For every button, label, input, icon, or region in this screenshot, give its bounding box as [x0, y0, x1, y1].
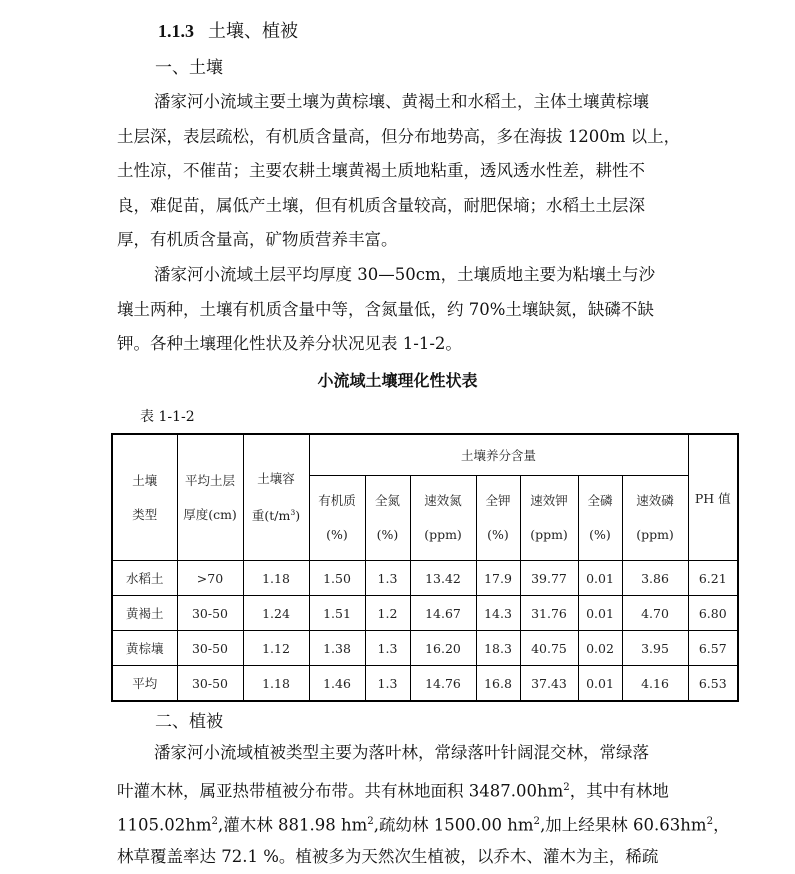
text-span: 全氮 — [366, 484, 410, 518]
text-line: 林草覆盖率达 72.1 %。植被多为天然次生植被，以乔木、灌木为主，稀疏 — [117, 840, 687, 874]
header-ph: PH 值 — [688, 434, 738, 561]
text-line: 厚，有机质含量高，矿物质营养丰富。 — [117, 223, 687, 258]
soil-paragraph-1 — [117, 85, 687, 258]
text-line: 潘家河小流域主要土壤为黄棕壤、黄褐土和水稻土，主体土壤黄棕壤 — [117, 85, 687, 120]
table-cell: 0.01 — [578, 596, 622, 631]
table-row — [112, 596, 738, 631]
text-line: 潘家河小流域植被类型主要为落叶林，常绿落叶针阔混交林，常绿落 — [117, 736, 687, 771]
table-cell: 39.77 — [520, 561, 578, 596]
table-cell: 18.3 — [476, 631, 520, 666]
text-line: 土性凉，不催苗；主要农耕土壤黄褐土质地粘重，透风透水性差，耕性不 — [117, 154, 687, 189]
header-available-nitrogen — [410, 476, 476, 561]
section-title: 土壤、植被 — [208, 21, 298, 42]
table-cell: 4.16 — [622, 666, 688, 702]
header-total-potassium — [476, 476, 520, 561]
text-span: (%) — [477, 518, 520, 552]
soil-paragraph-2 — [117, 258, 687, 362]
text-span: ) — [295, 508, 300, 523]
table-cell: 4.70 — [622, 596, 688, 631]
table-cell: 1.50 — [309, 561, 365, 596]
text-span: 全钾 — [477, 484, 520, 518]
text-span: ,疏幼林 1500.00 hm — [374, 816, 534, 835]
header-total-phosphorus — [578, 476, 622, 561]
text-span: (%) — [366, 518, 410, 552]
text-span: ， — [713, 816, 730, 835]
text-span: (%) — [579, 518, 622, 552]
table-cell: 6.80 — [688, 596, 738, 631]
superscript: 2 — [563, 782, 570, 793]
table-cell: 0.01 — [578, 561, 622, 596]
text-line: 潘家河小流域土层平均厚度 30—50cm，土壤质地主要为粘壤土与沙 — [117, 258, 687, 293]
table-cell: 14.67 — [410, 596, 476, 631]
table-cell: 1.2 — [365, 596, 410, 631]
table-cell: 40.75 — [520, 631, 578, 666]
superscript: 2 — [367, 816, 374, 827]
text-line: 壤土两种，土壤有机质含量中等，含氮量低，约 70%土壤缺氮，缺磷不缺 — [117, 293, 687, 328]
superscript: 3 — [290, 508, 295, 517]
text-span: (%) — [310, 518, 365, 552]
table-cell: 1.51 — [309, 596, 365, 631]
header-bulk-density — [243, 434, 309, 561]
table-cell: 黄褐土 — [112, 596, 177, 631]
table-cell: 1.24 — [243, 596, 309, 631]
text-line — [117, 805, 687, 840]
table-cell: 6.57 — [688, 631, 738, 666]
text-span: ，其中有林地 — [570, 781, 669, 800]
text-span: ,灌木林 881.98 hm — [218, 816, 367, 835]
table-cell: 水稻土 — [112, 561, 177, 596]
header-nutrient-group: 土壤养分含量 — [309, 434, 688, 476]
table-title: 小流域土壤理化性状表 — [0, 369, 795, 393]
table-cell: 30-50 — [177, 631, 243, 666]
header-organic-matter — [309, 476, 365, 561]
table-cell: 1.3 — [365, 561, 410, 596]
table-cell: 3.95 — [622, 631, 688, 666]
text-line — [117, 771, 687, 806]
table-cell: 30-50 — [177, 596, 243, 631]
table-cell: >70 — [177, 561, 243, 596]
table-number: 表 1-1-2 — [140, 407, 195, 427]
superscript: 2 — [212, 816, 219, 827]
text-line: 良，难促苗，属低产土壤，但有机质含量较高，耐肥保墒；水稻土土层深 — [117, 189, 687, 224]
header-avg-depth — [177, 434, 243, 561]
text-span: 速效钾 — [521, 484, 578, 518]
table-cell: 30-50 — [177, 666, 243, 702]
table-cell: 31.76 — [520, 596, 578, 631]
header-total-nitrogen — [365, 476, 410, 561]
text-span: 厚度(cm) — [178, 498, 243, 532]
text-span: 有机质 — [310, 484, 365, 518]
table-cell: 16.20 — [410, 631, 476, 666]
table-cell: 1.3 — [365, 631, 410, 666]
table-cell: 37.43 — [520, 666, 578, 702]
table-cell: 黄棕壤 — [112, 631, 177, 666]
text-span: (ppm) — [411, 518, 476, 552]
soil-properties-table — [111, 433, 739, 702]
header-available-phosphorus — [622, 476, 688, 561]
text-span: 1105.02hm — [117, 816, 212, 835]
table-cell: 1.38 — [309, 631, 365, 666]
text-span: 类型 — [113, 498, 177, 532]
text-span: 叶灌木林，属亚热带植被分布带。共有林地面积 3487.00hm — [117, 781, 563, 800]
table-cell: 6.53 — [688, 666, 738, 702]
vegetation-heading: 二、植被 — [155, 709, 223, 735]
section-number: 1.1.3 — [158, 21, 194, 41]
superscript: 2 — [534, 816, 541, 827]
table-cell: 平均 — [112, 666, 177, 702]
table-cell: 14.76 — [410, 666, 476, 702]
table-cell: 1.3 — [365, 666, 410, 702]
table-cell: 17.9 — [476, 561, 520, 596]
text-span: ,加上经果林 60.63hm — [540, 816, 707, 835]
text-span: 速效磷 — [623, 484, 688, 518]
table-cell: 13.42 — [410, 561, 476, 596]
text-line: 钾。各种土壤理化性状及养分状况见表 1-1-2。 — [117, 327, 687, 362]
table-row — [112, 561, 738, 596]
table-cell: 1.46 — [309, 666, 365, 702]
table-cell: 3.86 — [622, 561, 688, 596]
text-line: 土层深，表层疏松，有机质含量高，但分布地势高，多在海拔 1200m 以上， — [117, 120, 687, 155]
table-cell: 1.18 — [243, 561, 309, 596]
table-cell: 14.3 — [476, 596, 520, 631]
table-header-row — [112, 434, 738, 476]
text-span: 平均土层 — [178, 464, 243, 498]
table-cell: 16.8 — [476, 666, 520, 702]
table-cell: 1.12 — [243, 631, 309, 666]
text-span: 土壤容 — [244, 462, 309, 496]
text-span: 重(t/m — [252, 508, 290, 523]
header-soil-type — [112, 434, 177, 561]
header-available-potassium — [520, 476, 578, 561]
text-span: (ppm) — [623, 518, 688, 552]
superscript: 2 — [707, 816, 714, 827]
vegetation-paragraph — [117, 736, 687, 874]
table-cell: 6.21 — [688, 561, 738, 596]
text-span: 全磷 — [579, 484, 622, 518]
table-row — [112, 631, 738, 666]
text-span: (ppm) — [521, 518, 578, 552]
text-span — [244, 496, 309, 533]
table-cell: 1.18 — [243, 666, 309, 702]
soil-heading: 一、土壤 — [155, 55, 223, 81]
section-heading — [158, 18, 298, 45]
text-span: 土壤 — [113, 464, 177, 498]
table-row — [112, 666, 738, 702]
text-span: 速效氮 — [411, 484, 476, 518]
table-cell: 0.02 — [578, 631, 622, 666]
table-cell: 0.01 — [578, 666, 622, 702]
